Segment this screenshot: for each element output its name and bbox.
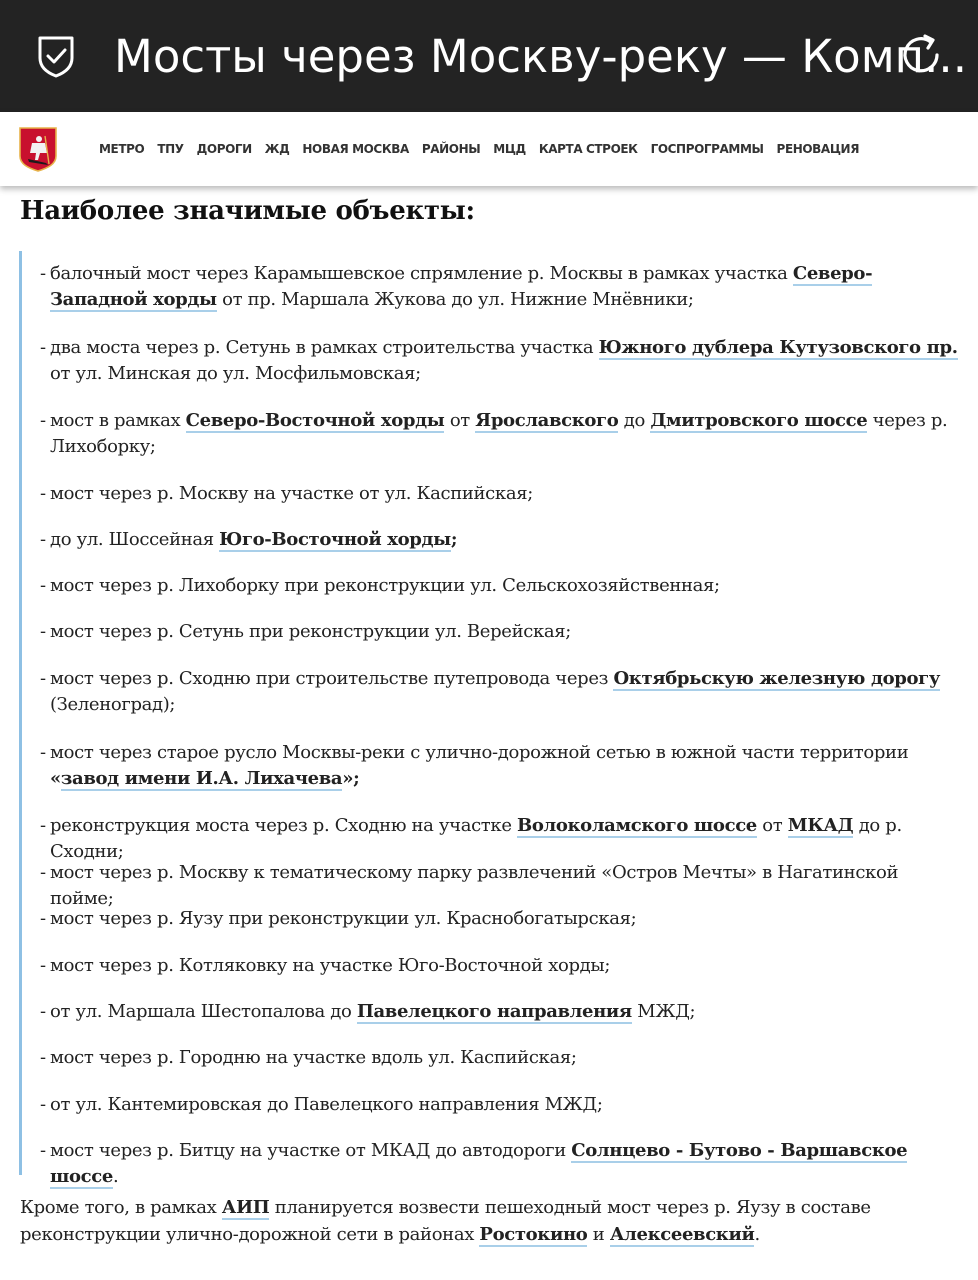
inline-link[interactable]: АИП <box>221 1197 270 1218</box>
site-nav-list <box>99 112 859 186</box>
text-segment: МЖД; <box>631 1001 696 1022</box>
inline-link[interactable]: Северо-Восточной хорды <box>185 410 445 431</box>
list-item-text <box>50 527 962 553</box>
inline-link[interactable]: Ярославского <box>475 410 619 431</box>
inline-link[interactable]: МКАД <box>787 815 854 836</box>
list-item <box>40 1092 962 1118</box>
inline-link[interactable]: Павелецкого направления <box>356 1001 632 1022</box>
list-dash: - <box>40 815 46 836</box>
inline-link[interactable]: Октябрьскую железную дорогу <box>613 668 940 689</box>
list-item <box>40 481 962 507</box>
inline-link[interactable]: Юго-Восточной хорды <box>219 529 451 550</box>
text-segment: от ул. Минская до ул. Мосфильмовская; <box>50 363 421 384</box>
list-dash: - <box>40 621 46 642</box>
nav-item[interactable]: ДОРОГИ <box>196 142 252 156</box>
text-segment: мост через р. Яузу при реконструкции ул. Краснобогатырская; <box>50 908 637 929</box>
list-item <box>40 573 962 599</box>
text-segment: планируется возвести пешеходный мост через р. Яузу в составе реконструкции улично-дорожной сети в районах <box>20 1197 871 1245</box>
section-heading: Наиболее значимые объекты: <box>20 196 475 226</box>
nav-item[interactable]: ГОСПРОГРАММЫ <box>650 142 764 156</box>
inline-link[interactable]: завод имени И.А. Лихачева <box>60 768 343 789</box>
text-segment: и <box>587 1224 610 1245</box>
list-dash: - <box>40 483 46 504</box>
nav-item[interactable]: РЕНОВАЦИЯ <box>776 142 860 156</box>
text-segment: мост через р. Битцу на участке от МКАД до автодороги <box>50 1140 572 1161</box>
list-item <box>40 666 962 718</box>
list-item-text <box>50 999 962 1025</box>
bold-text: »; <box>342 768 360 789</box>
list-dash: - <box>40 410 46 431</box>
list-item <box>40 740 962 792</box>
nav-item[interactable]: ТПУ <box>157 142 184 156</box>
nav-item[interactable]: МЕТРО <box>99 142 145 156</box>
list-item <box>40 953 962 979</box>
list-dash: - <box>40 575 46 596</box>
text-segment: . <box>754 1224 760 1245</box>
list-item-text <box>50 860 962 912</box>
text-segment: мост через р. Сетунь при реконструкции ул. Верейская; <box>50 621 571 642</box>
moscow-coat-of-arms-icon[interactable] <box>18 126 58 172</box>
text-segment: до <box>618 410 651 431</box>
text-segment: от пр. Маршала Жукова до ул. Нижние Мнёвники; <box>216 289 694 310</box>
inline-link[interactable]: Солнцево - Бутово - Варшавское шоссе <box>50 1140 908 1187</box>
list-item-text <box>50 906 962 932</box>
text-segment: мост через р. Котляковку на участке Юго-Восточной хорды; <box>50 955 611 976</box>
list-item <box>40 527 962 553</box>
list-dash: - <box>40 955 46 976</box>
list-item-text <box>50 1092 962 1118</box>
nav-item[interactable]: КАРТА СТРОЕК <box>538 142 638 156</box>
text-segment: . <box>112 1166 119 1187</box>
text-segment: мост через р. Лихоборку при реконструкции ул. Сельскохозяйственная; <box>50 575 720 596</box>
text-segment: от <box>444 410 476 431</box>
text-segment: Кроме того, в рамках <box>20 1197 222 1218</box>
text-segment: мост через р. Городню на участке вдоль ул. Каспийская; <box>50 1047 577 1068</box>
list-item-text <box>50 666 962 718</box>
list-item-text <box>50 261 962 313</box>
list-item-text <box>50 335 962 387</box>
list-item <box>40 408 962 460</box>
nav-item[interactable]: РАЙОНЫ <box>421 142 481 156</box>
text-segment: мост через старое русло Москвы-реки с улично-дорожной сетью в южной части территории <box>50 742 909 763</box>
text-segment: (Зеленоград); <box>50 694 176 715</box>
list-item-text <box>50 619 962 645</box>
inline-link[interactable]: Алексеевский <box>609 1224 755 1245</box>
list-dash: - <box>40 668 46 689</box>
inline-link[interactable]: Северо-Западной хорды <box>50 263 873 310</box>
list-item <box>40 1138 962 1190</box>
list-dash: - <box>40 908 46 929</box>
bold-text: « <box>50 768 61 789</box>
list-dash: - <box>40 337 46 358</box>
text-segment: через р. Лихоборку; <box>50 410 948 457</box>
text-segment: реконструкция моста через р. Сходню на участке <box>50 815 517 836</box>
text-segment: два моста через р. Сетунь в рамках строительства участка <box>50 337 599 358</box>
list-item-text <box>50 1045 962 1071</box>
inline-link[interactable]: Ростокино <box>479 1224 588 1245</box>
reload-icon[interactable] <box>896 30 946 80</box>
inline-link[interactable]: Дмитровского шоссе <box>650 410 868 431</box>
list-dash: - <box>40 1047 46 1068</box>
text-segment: от <box>756 815 788 836</box>
list-dash: - <box>40 1140 46 1161</box>
list-dash: - <box>40 1094 46 1115</box>
list-item-text <box>50 1138 962 1190</box>
nav-item[interactable]: ЖД <box>264 142 290 156</box>
list-item <box>40 335 962 387</box>
text-segment: мост через р. Москву на участке от ул. Каспийская; <box>50 483 533 504</box>
list-item <box>40 860 962 912</box>
text-segment: мост через р. Москву к тематическому парку развлечений «Остров Мечты» в Нагатинской пойме; <box>50 862 899 909</box>
text-segment: мост через р. Сходню при строительстве путепровода через <box>50 668 614 689</box>
text-segment: балочный мост через Карамышевское спрямление р. Москвы в рамках участка <box>50 263 793 284</box>
inline-link[interactable]: Волоколамского шоссе <box>517 815 757 836</box>
list-item <box>40 619 962 645</box>
list-dash: - <box>40 1001 46 1022</box>
site-navigation <box>0 112 978 186</box>
list-dash: - <box>40 862 46 883</box>
list-item-text <box>50 573 962 599</box>
list-item <box>40 999 962 1025</box>
footer-paragraph <box>20 1194 960 1248</box>
objects-list <box>19 251 967 1187</box>
list-dash: - <box>40 742 46 763</box>
list-item <box>40 813 962 865</box>
list-dash: - <box>40 529 46 550</box>
list-item <box>40 261 962 313</box>
list-item-text <box>50 408 962 460</box>
shield-check-icon[interactable] <box>36 34 76 78</box>
list-dash: - <box>40 263 46 284</box>
text-segment: мост в рамках <box>50 410 186 431</box>
page-title: Мосты через Москву-реку — Комп... <box>114 30 968 83</box>
nav-item[interactable]: НОВАЯ МОСКВА <box>302 142 409 156</box>
list-item-text <box>50 813 962 865</box>
nav-item[interactable]: МЦД <box>493 142 526 156</box>
text-segment: до р. Сходни; <box>50 815 902 862</box>
browser-toolbar <box>0 0 978 112</box>
text-segment: от ул. Кантемировская до Павелецкого направления МЖД; <box>50 1094 603 1115</box>
list-item <box>40 1045 962 1071</box>
bold-text: ; <box>450 529 458 550</box>
text-segment: от ул. Маршала Шестопалова до <box>50 1001 357 1022</box>
text-segment: до ул. Шоссейная <box>50 529 220 550</box>
list-item-text <box>50 953 962 979</box>
list-item-text <box>50 481 962 507</box>
inline-link[interactable]: Южного дублера Кутузовского пр. <box>598 337 958 358</box>
list-item-text <box>50 740 962 792</box>
list-item <box>40 906 962 932</box>
